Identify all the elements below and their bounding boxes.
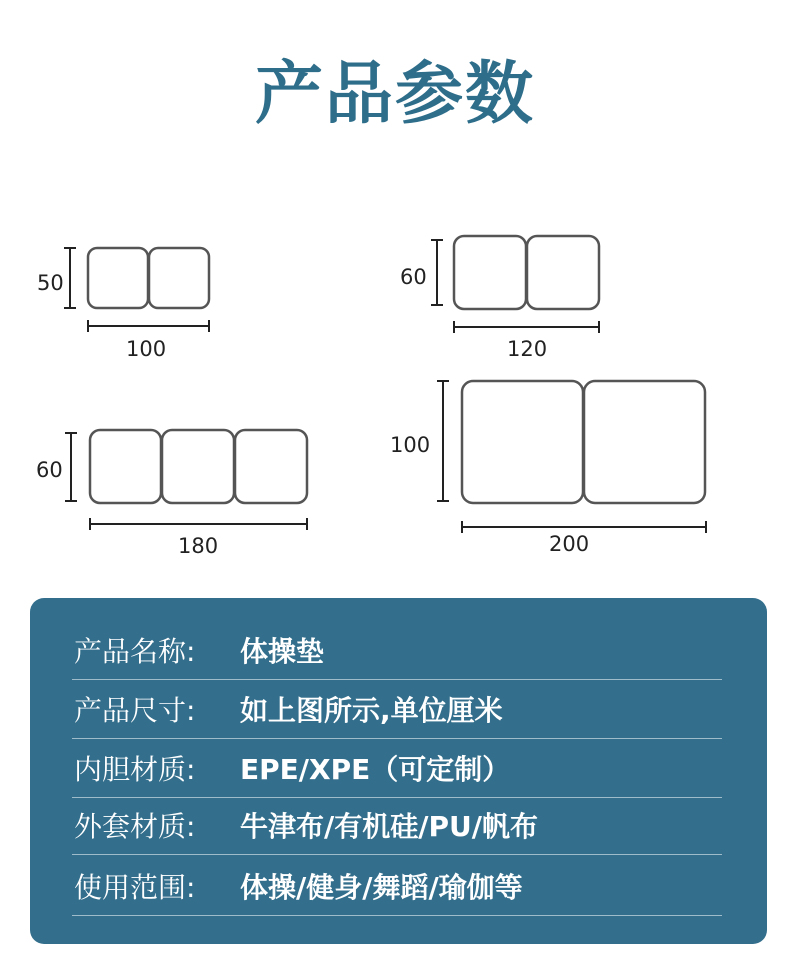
mat-segment (88, 248, 148, 308)
height-dimension (437, 381, 449, 501)
mat-180x60 (36, 430, 307, 558)
spec-row-size (72, 680, 722, 739)
spec-label: 内胆材质: (74, 753, 196, 786)
width-label: 200 (549, 532, 590, 556)
height-dimension (65, 433, 77, 501)
spec-value: 体操/健身/舞蹈/瑜伽等 (240, 871, 523, 904)
mat-100x50 (37, 248, 209, 361)
width-label: 180 (178, 534, 219, 558)
spec-label: 外套材质: (74, 810, 196, 843)
width-dimension (90, 518, 307, 530)
height-label: 60 (400, 265, 427, 289)
height-dimension (431, 240, 443, 305)
mat-segment (235, 430, 307, 503)
spec-value: EPE/XPE（可定制） (240, 753, 511, 786)
spec-value: 牛津布/有机硅/PU/帆布 (240, 810, 538, 843)
spec-label: 产品尺寸: (74, 694, 196, 727)
mat-segment (149, 248, 209, 308)
spec-row-name (72, 621, 722, 680)
mat-segment (162, 430, 234, 503)
spec-value: 如上图所示,单位厘米 (240, 694, 503, 727)
mat-200x100 (390, 381, 706, 556)
mat-segment (462, 381, 583, 503)
page-title: 产品参数 (254, 55, 535, 134)
mat-120x60 (400, 236, 599, 361)
mat-segment (90, 430, 161, 503)
height-label: 50 (37, 271, 64, 295)
height-label: 100 (390, 433, 431, 457)
width-label: 100 (126, 337, 167, 361)
spec-value: 体操垫 (240, 635, 325, 668)
width-dimension (88, 320, 209, 332)
height-dimension (64, 248, 76, 308)
width-label: 120 (507, 337, 548, 361)
spec-label: 产品名称: (74, 635, 196, 668)
mat-segment (527, 236, 599, 309)
spec-panel (30, 598, 767, 944)
height-label: 60 (36, 458, 63, 482)
mat-segment (584, 381, 705, 503)
spec-row-core-material (72, 739, 722, 798)
width-dimension (454, 321, 599, 333)
mat-segment (454, 236, 526, 309)
spec-label: 使用范围: (74, 871, 196, 904)
spec-row-cover-material (72, 796, 722, 855)
spec-row-usage (72, 857, 722, 916)
